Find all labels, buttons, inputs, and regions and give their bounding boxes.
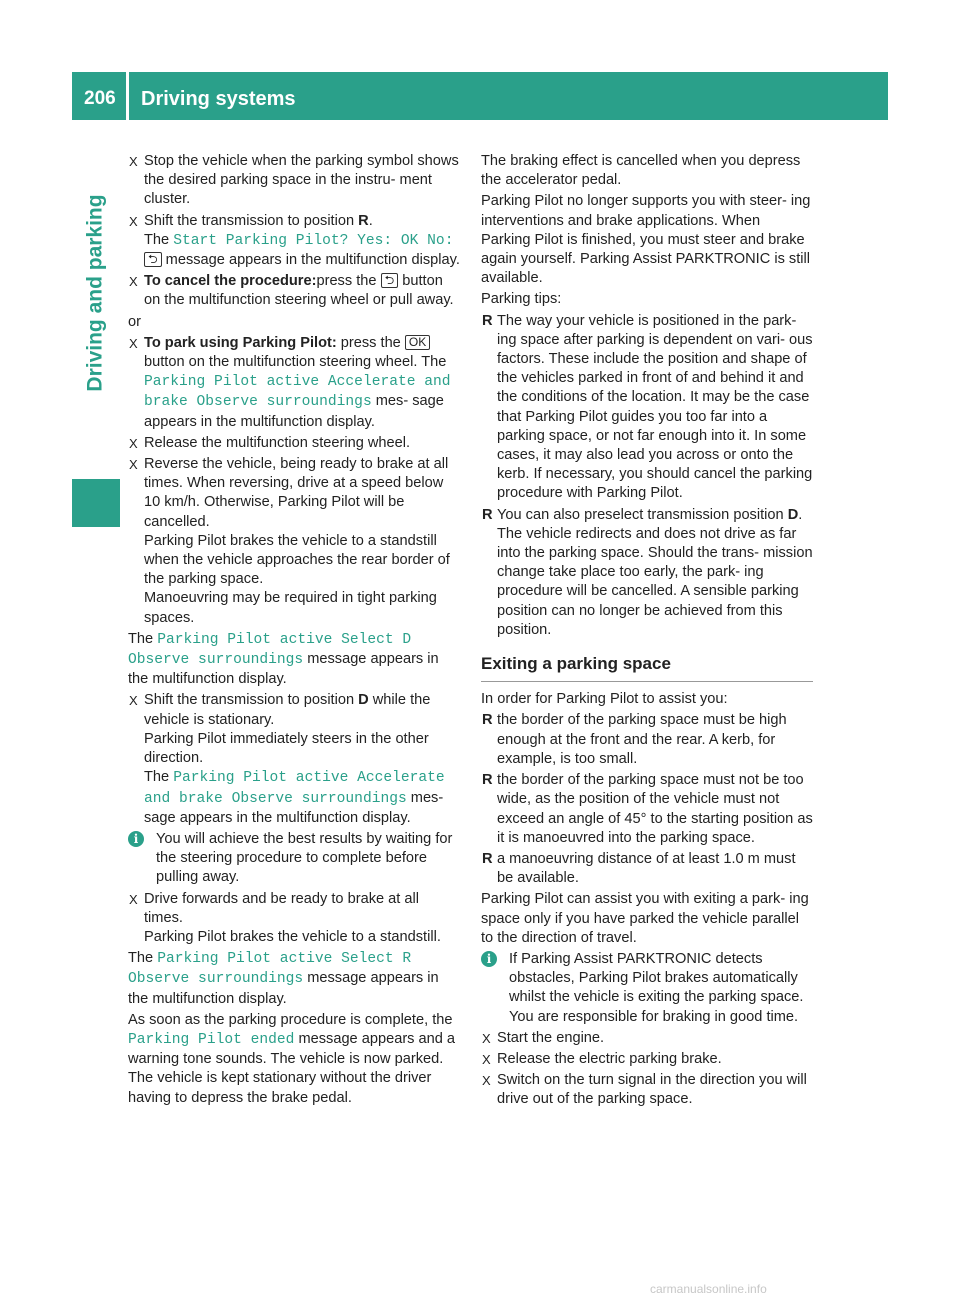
chapter-title: Driving systems — [141, 88, 296, 110]
step-text: mes- sage appears in the multifunction display. — [144, 393, 444, 430]
step-item — [481, 1071, 813, 1109]
bullet-item — [481, 312, 813, 504]
sidebar-label-text: Driving and parking — [84, 194, 108, 392]
step-text: The — [144, 231, 174, 248]
sidebar-marker — [72, 479, 120, 527]
display-message: Parking Pilot active Select R Observe surroundings — [128, 951, 412, 988]
display-message: Parking Pilot ended — [128, 1031, 295, 1048]
paragraph-text: The — [128, 950, 158, 967]
step-text: Drive forwards and be ready to brake at all times. — [144, 890, 419, 926]
step-item — [481, 1029, 813, 1048]
step-text: Manoeuvring may be required in tight parking spaces. — [144, 590, 437, 626]
step-text: The — [144, 769, 174, 786]
info-note — [128, 830, 460, 888]
bullet-marker-icon: R — [482, 506, 493, 523]
paragraph-text: message appears and a warning tone sounds. The vehicle is now parked. The vehicle is kept stationary without the driver having to depress the brake pedal. — [128, 1030, 456, 1106]
step-text: Parking Pilot brakes the vehicle to a standstill when the vehicle approaches the rear border of the parking space. — [144, 532, 450, 588]
step-item — [128, 434, 460, 453]
step-text: message appears in the multifunction display. — [161, 252, 460, 269]
display-message: Parking Pilot active Accelerate and brake Observe surroundings — [144, 374, 451, 411]
paragraph: In order for Parking Pilot to assist you: — [481, 691, 728, 708]
step-text: Reverse the vehicle, being ready to brake at all times. When reversing, drive at a speed below 10 km/h. Otherwise, Parking Pilot will be cancelled. — [144, 456, 449, 530]
step-marker-icon: X — [482, 1030, 491, 1046]
ok-button-icon: OK — [405, 335, 430, 350]
step-marker-icon: X — [129, 274, 138, 290]
header-divider — [126, 72, 129, 120]
bullet-text: You can also preselect transmission position — [497, 506, 788, 523]
bullet-item — [481, 506, 813, 640]
sidebar-label — [72, 128, 120, 458]
position-r: R — [358, 212, 369, 229]
right-column — [481, 152, 813, 1112]
bullet-marker-icon: R — [482, 772, 493, 789]
step-text: button on the multifunction steering wheel. The — [144, 354, 447, 371]
step-item — [128, 152, 460, 210]
step-text: mes- sage appears in the multifunction display. — [144, 789, 444, 826]
bullet-text: . The vehicle redirects and does not drive as far into the parking space. Should the trans- mission change take place too early, the park- ing procedure will be cancelled. A sensible parking position can no longer be achieved from this position. — [497, 506, 813, 638]
display-message: Start Parking Pilot? Yes: OK No: — [173, 232, 454, 249]
step-item — [128, 455, 460, 628]
watermark: carmanualsonline.info — [650, 1282, 767, 1296]
info-text: You will achieve the best results by waiting for the steering procedure to complete before pulling away. — [156, 830, 453, 886]
step-text: . — [368, 212, 373, 229]
paragraph — [128, 949, 460, 1009]
paragraph-text: message appears in the multifunction display. — [128, 970, 439, 1007]
step-text: while the vehicle is stationary. — [144, 692, 431, 728]
bullet-item — [481, 850, 813, 888]
position-d: D — [358, 692, 369, 709]
info-icon: i — [481, 951, 497, 967]
step-marker-icon: X — [129, 335, 138, 351]
step-item — [128, 691, 460, 827]
step-text: Release the multifunction steering wheel. — [144, 434, 411, 451]
step-text: Release the electric parking brake. — [497, 1050, 722, 1067]
or-text: or — [128, 313, 141, 330]
bullet-marker-icon: R — [482, 712, 493, 729]
paragraph-text: The — [128, 630, 158, 647]
step-item — [128, 212, 460, 271]
paragraph-text: message appears in the multifunction display. — [128, 651, 439, 688]
step-text: Parking Pilot brakes the vehicle to a standstill. — [144, 928, 441, 945]
step-text: Parking Pilot immediately steers in the other direction. — [144, 730, 429, 767]
step-text: Stop the vehicle when the parking symbol shows the desired parking space in the instru- ment cluster. — [144, 153, 459, 208]
step-marker-icon: X — [129, 891, 138, 907]
step-marker-icon: X — [482, 1073, 491, 1089]
paragraph-text: As soon as the parking procedure is complete, the — [128, 1011, 453, 1028]
bullet-text: The way your vehicle is positioned in the park- ing space after parking is dependent on vari- ous factors. These include the position and shape of the vehicles parked in front of and behind it and the conditions of the location. It may be the case that Parking Pilot guides you too far into a parking space, or not far enough into it. In some cases, it may also lead you across or onto the kerb. If necessary, you should cancel the parking procedure with Parking Pilot. — [497, 312, 813, 502]
step-text: Switch on the turn signal in the direction you will drive out of the parking space. — [497, 1072, 807, 1108]
back-button-icon: ⮌ — [144, 252, 162, 267]
bullet-marker-icon: R — [482, 312, 493, 329]
step-item — [128, 890, 460, 948]
step-text: press the — [316, 273, 381, 290]
step-marker-icon: X — [129, 154, 138, 169]
bullet-text: the border of the parking space must not be too wide, as the position of the vehicle must not exceed an angle of 45° to the starting position as it is manoeuvred into the parking space. — [497, 772, 813, 846]
back-button-icon: ⮌ — [381, 273, 399, 288]
step-text: Start the engine. — [497, 1029, 605, 1046]
paragraph — [128, 630, 460, 690]
page-number: 206 — [84, 88, 116, 109]
bullet-text: a manoeuvring distance of at least 1.0 m must be available. — [497, 850, 796, 887]
step-item — [128, 272, 460, 310]
step-marker-icon: X — [129, 213, 138, 229]
paragraph: Parking Pilot can assist you with exiting a park- ing space only if you have parked the vehicle parallel to the direction of travel. — [481, 891, 809, 946]
bullet-text: the border of the parking space must be high enough at the front and the rear. A kerb, for example, is too small. — [497, 712, 787, 767]
step-marker-icon: X — [482, 1051, 491, 1067]
paragraph: Parking Pilot no longer supports you with steer- ing interventions and brake applications. When Parking Pilot is finished, you must steer and brake again yourself. Parking Assist PARKTRONIC is still available. — [481, 193, 811, 287]
step-heading: To park using Parking Pilot: — [144, 334, 337, 351]
paragraph: Parking tips: — [481, 291, 562, 308]
info-note — [481, 950, 813, 1027]
step-text: Shift the transmission to position — [144, 692, 359, 709]
left-column — [128, 152, 460, 1110]
step-marker-icon: X — [129, 693, 138, 709]
display-message: Parking Pilot active Accelerate and brake Observe surroundings — [144, 770, 445, 807]
section-title: Exiting a parking space — [481, 654, 813, 682]
step-item — [128, 334, 460, 432]
position-d: D — [787, 506, 799, 523]
step-marker-icon: X — [129, 457, 138, 473]
paragraph: The braking effect is cancelled when you depress the accelerator pedal. — [481, 153, 801, 189]
bullet-marker-icon: R — [482, 850, 493, 867]
step-heading: To cancel the procedure: — [144, 273, 317, 290]
display-message: Parking Pilot active Select D Observe surroundings — [128, 631, 412, 669]
bullet-item — [481, 711, 813, 769]
info-icon: i — [128, 831, 144, 847]
bullet-item — [481, 771, 813, 848]
paragraph — [128, 1011, 460, 1108]
step-text: press the — [336, 334, 405, 351]
step-marker-icon: X — [129, 435, 138, 451]
info-text: If Parking Assist PARKTRONIC detects obstacles, Parking Pilot brakes automatically whilst the vehicle is exiting the parking space. You are responsible for braking in good time. — [509, 950, 804, 1025]
step-text: Shift the transmission to position — [144, 212, 359, 229]
step-text: button on the multifunction steering wheel or pull away. — [144, 273, 454, 309]
step-item — [481, 1050, 813, 1069]
